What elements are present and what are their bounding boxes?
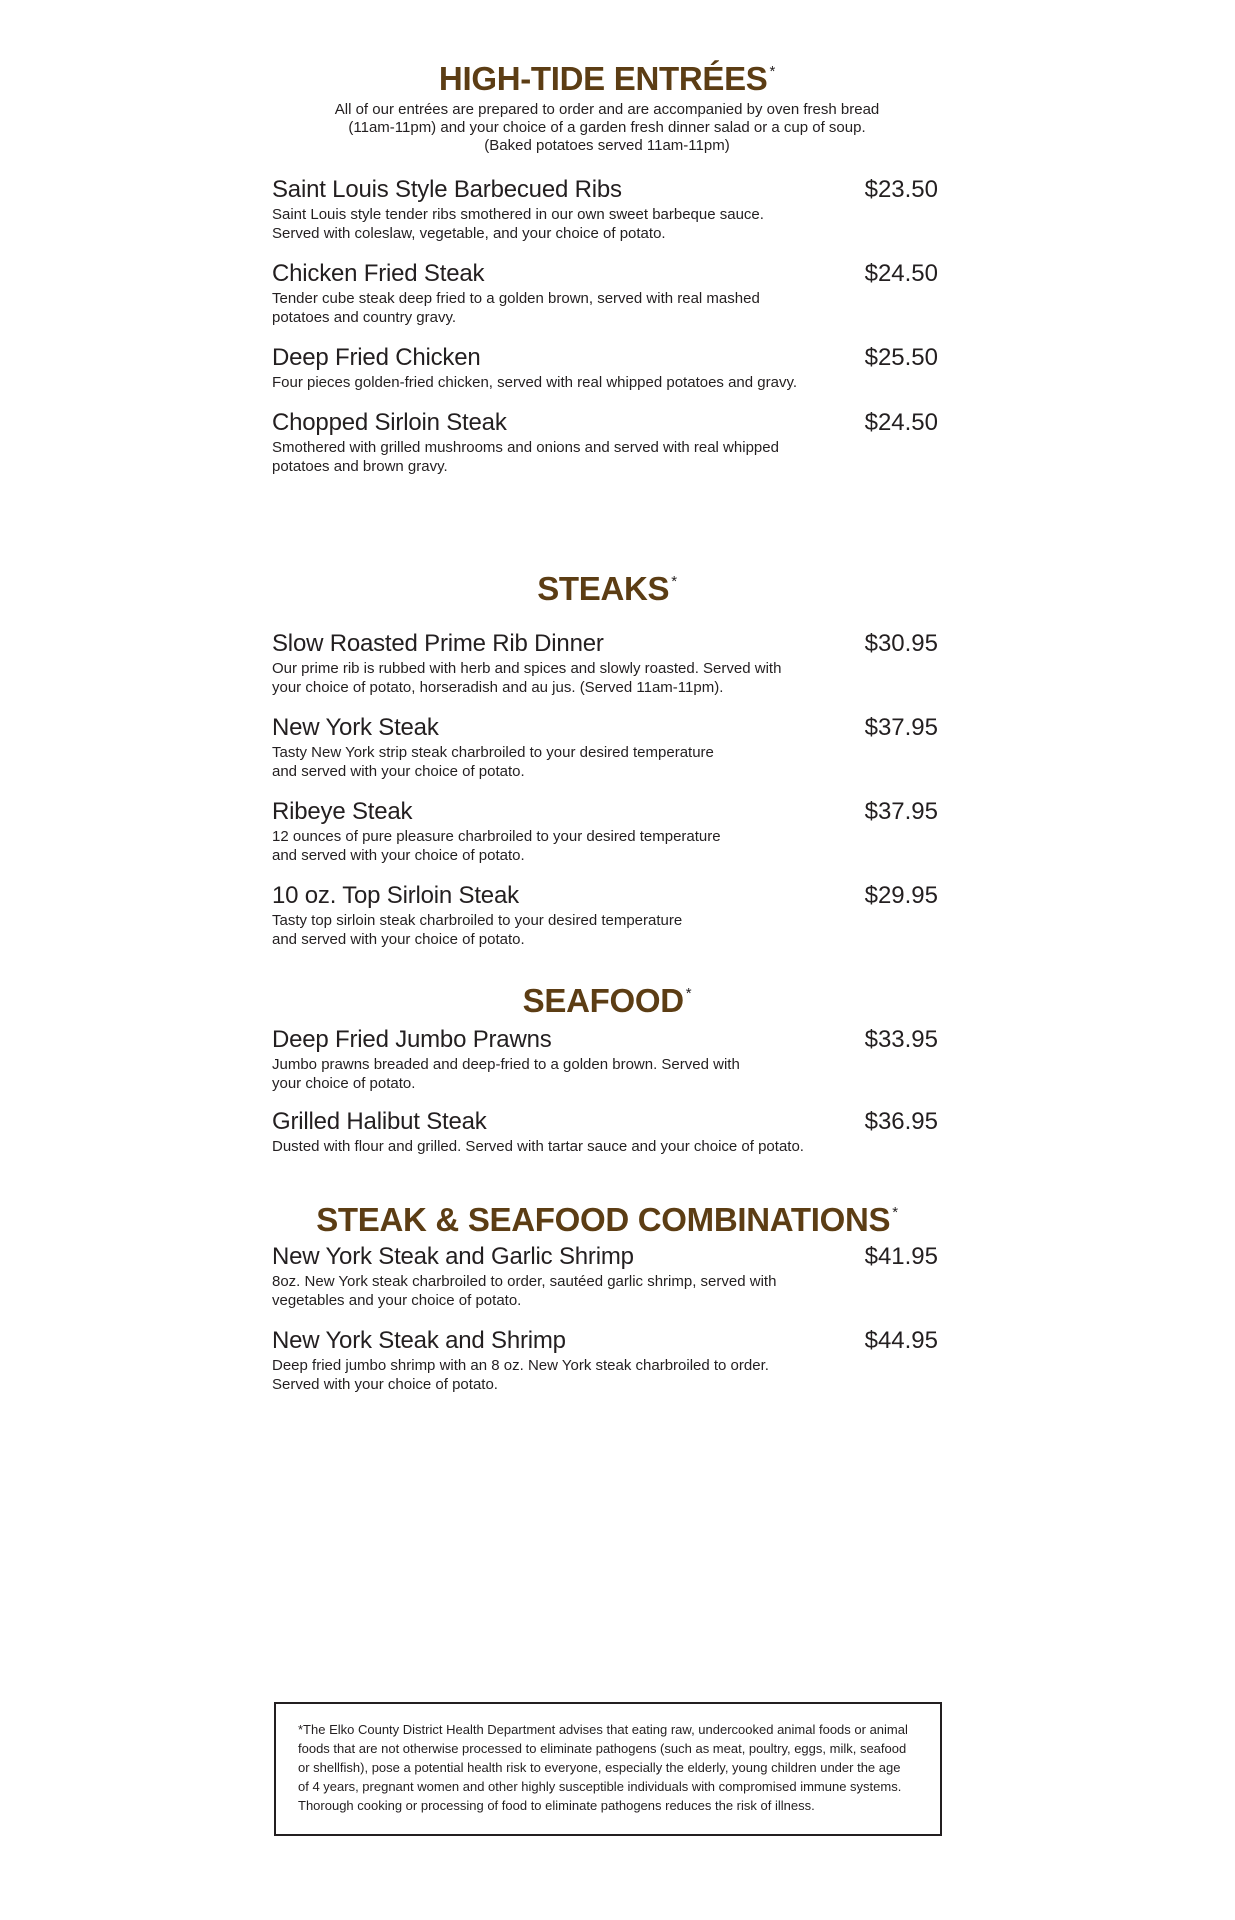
item-description: Smothered with grilled mushrooms and onions and served with real whipped potatoes and brown gravy. — [272, 439, 779, 475]
item-price: $36.95 — [864, 1108, 938, 1135]
asterisk-mark: * — [769, 63, 776, 80]
item-name: Chopped Sirloin Steak — [272, 409, 507, 436]
asterisk-mark: * — [671, 573, 677, 590]
item-description: Jumbo prawns breaded and deep-fried to a golden brown. Served with your choice of potato. — [272, 1056, 740, 1092]
health-advisory-notice: *The Elko County District Health Department advises that eating raw, undercooked animal foods or animal foods that are not otherwise processed to eliminate pathogens (such as meat, poultry, eggs, milk, seafood or shellfish), pose a potential health risk to everyone, especially the elderly, young children under the age of 4 years, pregnant women and other highly susceptible individuals with compromised immune systems. Thorough cooking or processing of food to eliminate pathogens reduces the risk of illness. — [274, 1702, 942, 1836]
menu-item — [272, 1326, 942, 1394]
item-name: 10 oz. Top Sirloin Steak — [272, 882, 519, 909]
item-description: Tasty top sirloin steak charbroiled to your desired temperature and served with your choice of potato. — [272, 912, 683, 948]
item-description: 12 ounces of pure pleasure charbroiled to your desired temperature and served with your choice of potato. — [272, 828, 721, 864]
menu-item — [272, 175, 942, 243]
menu-item — [272, 408, 942, 476]
menu-item — [272, 259, 942, 327]
menu-item — [272, 1107, 942, 1156]
section-high-tide-entrees — [272, 52, 942, 476]
item-price: $41.95 — [864, 1243, 938, 1270]
section-combinations — [272, 1193, 942, 1394]
section-steaks — [272, 562, 942, 949]
item-description: Tasty New York strip steak charbroiled to your desired temperature and served with your choice of potato. — [272, 744, 714, 780]
menu-item — [272, 629, 942, 697]
item-name: Deep Fried Jumbo Prawns — [272, 1026, 552, 1053]
item-description: 8oz. New York steak charbroiled to order, sautéed garlic shrimp, served with vegetables and your choice of potato. — [272, 1273, 777, 1309]
item-price: $25.50 — [864, 344, 938, 371]
item-price: $24.50 — [864, 409, 938, 436]
item-price: $44.95 — [864, 1327, 938, 1354]
item-description: Saint Louis style tender ribs smothered in our own sweet barbeque sauce. Served with coleslaw, vegetable, and your choice of potato. — [272, 206, 764, 242]
item-name: Saint Louis Style Barbecued Ribs — [272, 176, 622, 203]
item-name: Deep Fried Chicken — [272, 344, 481, 371]
item-name: New York Steak and Shrimp — [272, 1327, 566, 1354]
item-price: $37.95 — [864, 714, 938, 741]
section-seafood — [272, 974, 942, 1156]
item-price: $30.95 — [864, 630, 938, 657]
menu-item — [272, 713, 942, 781]
item-name: New York Steak — [272, 714, 439, 741]
section-title: HIGH-TIDE ENTRÉES * — [438, 60, 776, 97]
menu-item — [272, 343, 942, 392]
item-name: New York Steak and Garlic Shrimp — [272, 1243, 634, 1270]
item-name: Slow Roasted Prime Rib Dinner — [272, 630, 604, 657]
item-description: Our prime rib is rubbed with herb and spices and slowly roasted. Served with your choice of potato, horseradish and au jus. (Served 11am-11pm). — [272, 660, 782, 696]
item-price: $24.50 — [864, 260, 938, 287]
item-price: $29.95 — [864, 882, 938, 909]
item-description: Deep fried jumbo shrimp with an 8 oz. New York steak charbroiled to order. Served with your choice of potato. — [272, 1357, 769, 1393]
section-title: STEAK & SEAFOOD COMBINATIONS * — [316, 1201, 898, 1238]
item-description: Tender cube steak deep fried to a golden brown, served with real mashed potatoes and country gravy. — [272, 290, 760, 326]
menu-item — [272, 1025, 942, 1093]
section-title: STEAKS * — [537, 570, 677, 607]
item-description: Dusted with flour and grilled. Served with tartar sauce and your choice of potato. — [272, 1138, 804, 1155]
item-name: Grilled Halibut Steak — [272, 1108, 487, 1135]
item-name: Chicken Fried Steak — [272, 260, 485, 287]
item-description: Four pieces golden-fried chicken, served with real whipped potatoes and gravy. — [272, 374, 798, 391]
menu-item — [272, 881, 942, 949]
asterisk-mark: * — [685, 985, 692, 1002]
item-price: $23.50 — [864, 176, 938, 203]
menu-item — [272, 1242, 942, 1310]
section-title: SEAFOOD * — [522, 982, 692, 1019]
item-price: $33.95 — [864, 1026, 938, 1053]
item-price: $37.95 — [864, 798, 938, 825]
item-name: Ribeye Steak — [272, 798, 413, 825]
asterisk-mark: * — [892, 1204, 898, 1221]
menu-item — [272, 797, 942, 865]
section-intro: All of our entrées are prepared to order and are accompanied by oven fresh bread (11am-11pm) and your choice of a garden fresh dinner salad or a cup of soup. (Baked potatoes served 11am-11pm) — [334, 101, 880, 154]
